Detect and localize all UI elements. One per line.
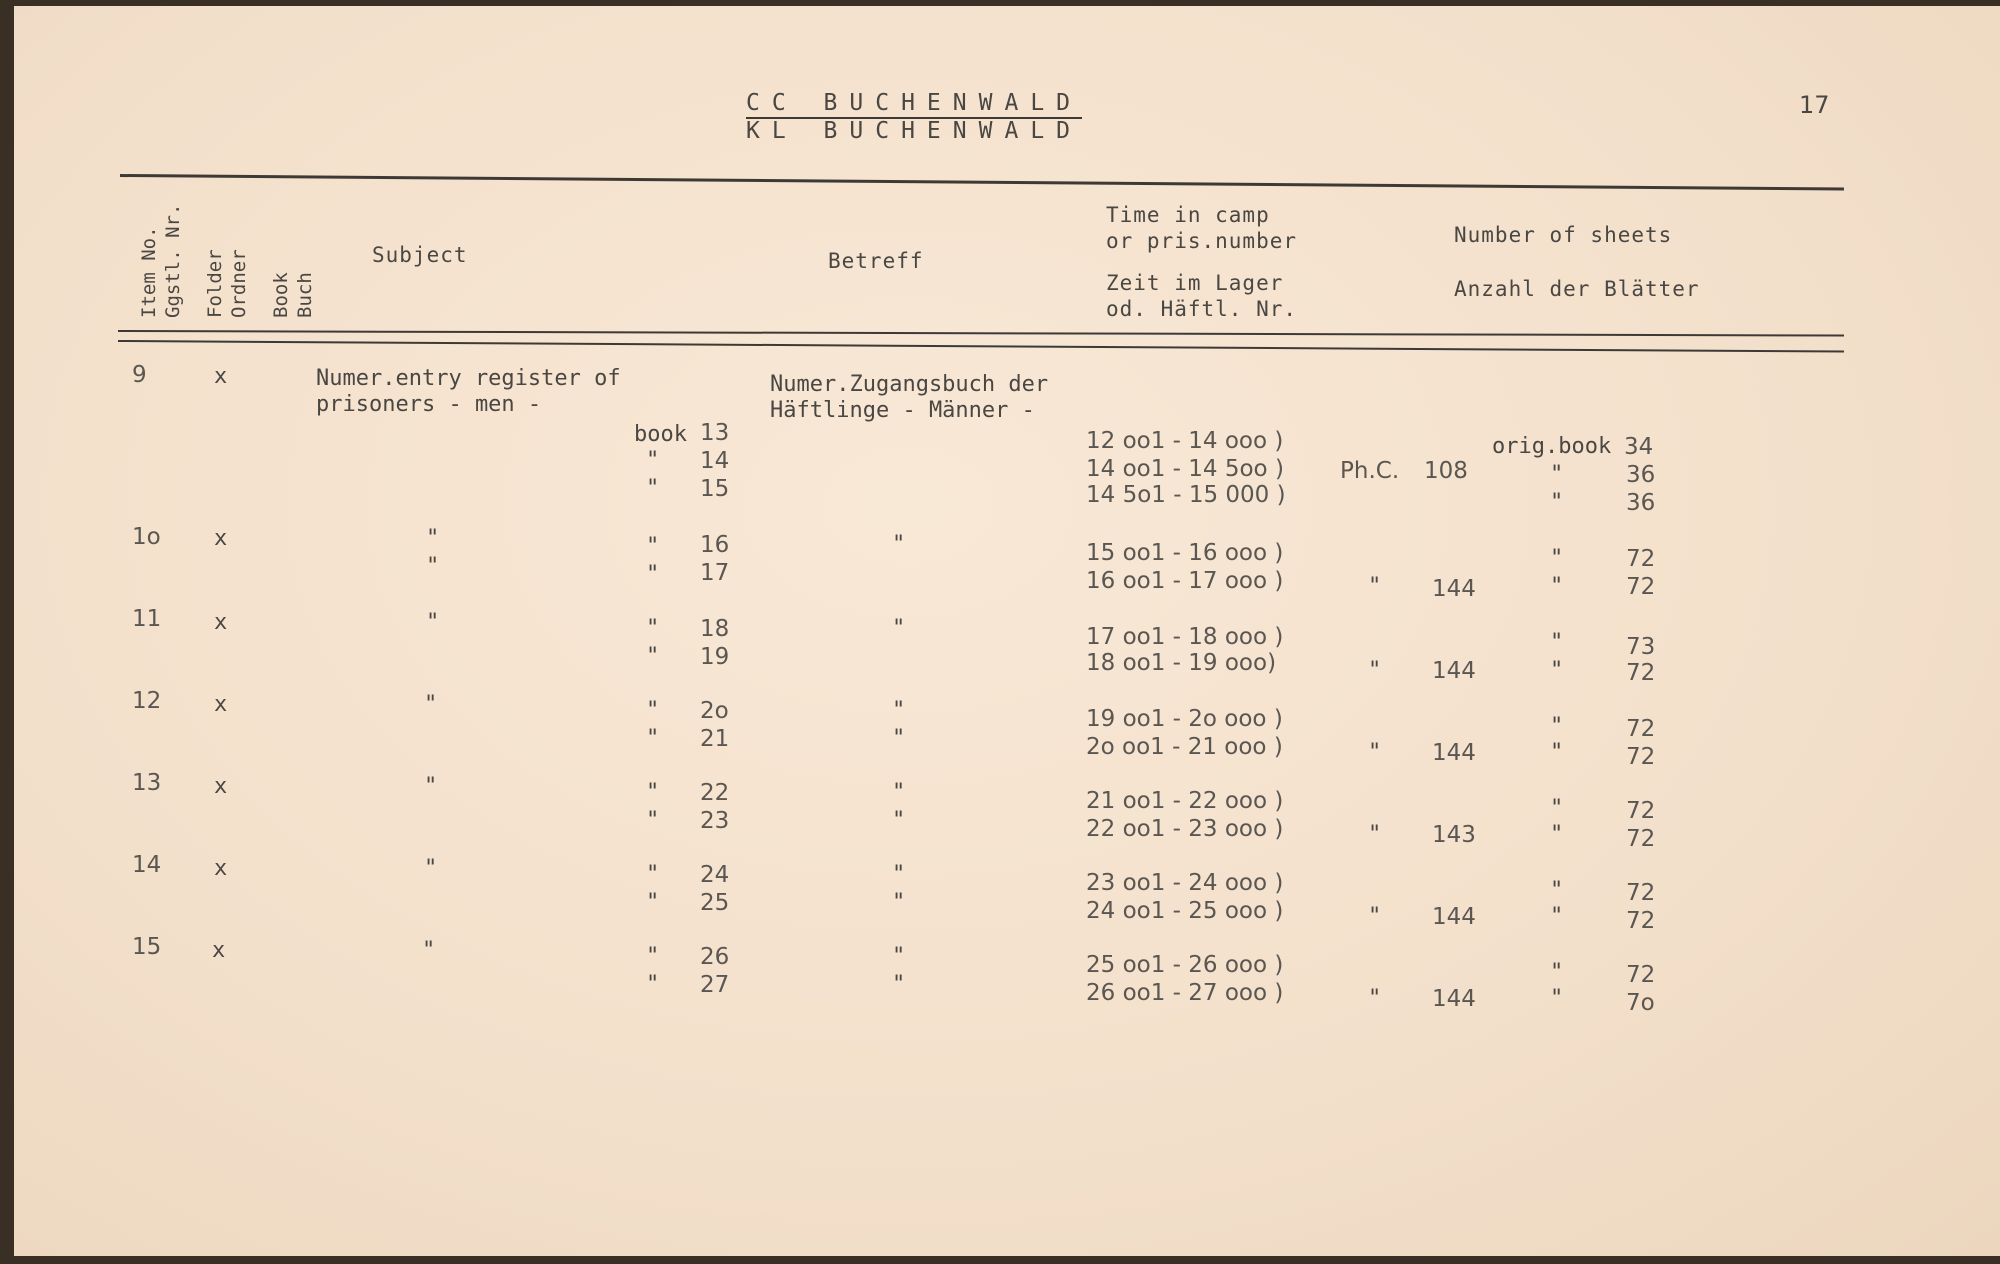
- page-number: 17: [1799, 91, 1830, 119]
- book-ditto: ": [646, 890, 660, 915]
- reference-ditto: ": [1368, 740, 1382, 765]
- document-page: [14, 6, 2000, 1256]
- item-number: 11: [132, 606, 162, 632]
- header-bottom-rule-2: [118, 340, 1844, 353]
- reference-number: 143: [1432, 822, 1476, 848]
- reference-ditto: ": [1368, 904, 1382, 929]
- book-number: 15: [700, 476, 730, 502]
- header-betreff: Betreff: [828, 249, 924, 273]
- sheets-ditto: ": [1550, 574, 1564, 599]
- betreff-ditto: ": [892, 616, 906, 641]
- header-time-de-1: Zeit im Lager: [1106, 271, 1284, 295]
- title-de: KL BUCHENWALD: [746, 118, 1083, 144]
- reference-ditto: ": [1368, 822, 1382, 847]
- reference-number: 108: [1424, 458, 1468, 484]
- betreff-ditto: ": [892, 532, 906, 557]
- header-top-rule: [120, 174, 1844, 191]
- sheets-ditto: ": [1550, 960, 1564, 985]
- betreff-line-2: Häftlinge - Männer -: [770, 398, 1035, 423]
- subject-ditto: ": [426, 610, 440, 635]
- header-time-en-2: or pris.number: [1106, 229, 1298, 253]
- item-number: 13: [132, 770, 162, 796]
- book-ditto: ": [646, 616, 660, 641]
- betreff-ditto: ": [892, 808, 906, 833]
- book-number: 24: [700, 862, 730, 888]
- betreff-ditto: ": [892, 890, 906, 915]
- item-number: 15: [132, 934, 162, 960]
- book-number: 18: [700, 616, 730, 642]
- book-number: 14: [700, 448, 730, 474]
- book-ditto: ": [646, 534, 660, 559]
- book-number: 2o: [700, 698, 729, 724]
- book-number: 22: [700, 780, 730, 806]
- header-bottom-rule: [118, 330, 1844, 337]
- header-time-de-2: od. Häftl. Nr.: [1106, 297, 1298, 321]
- sheets-ditto: ": [1550, 822, 1564, 847]
- reference-number: 144: [1432, 986, 1476, 1012]
- book-ditto: ": [646, 808, 660, 833]
- prisoner-range: 12 oo1 - 14 ooo ): [1086, 428, 1284, 454]
- prisoner-range: 25 oo1 - 26 ooo ): [1086, 952, 1284, 978]
- prisoner-range: 17 oo1 - 18 ooo ): [1086, 624, 1284, 650]
- sheets-label: orig.book: [1492, 434, 1612, 459]
- reference-number: 144: [1432, 658, 1476, 684]
- sheets-count: 73: [1626, 634, 1656, 660]
- reference-label: Ph.C.: [1340, 458, 1400, 484]
- sheets-count: 72: [1626, 798, 1656, 824]
- sheets-count: 7o: [1626, 990, 1655, 1016]
- folder-mark: x: [214, 610, 228, 635]
- header-item-no-de: Ggstl. Nr.: [162, 203, 184, 318]
- book-ditto: ": [646, 448, 660, 473]
- sheets-count: 72: [1626, 908, 1656, 934]
- header-subject: Subject: [372, 243, 468, 267]
- prisoner-range: 19 oo1 - 2o ooo ): [1086, 706, 1283, 732]
- book-number: 27: [700, 972, 730, 998]
- title-en: CC BUCHENWALD: [746, 90, 1082, 119]
- sheets-count: 36: [1626, 462, 1656, 488]
- book-ditto: ": [646, 972, 660, 997]
- book-number: 23: [700, 808, 730, 834]
- sheets-ditto: ": [1550, 462, 1564, 487]
- book-label: book: [634, 422, 687, 447]
- sheets-count: 72: [1626, 880, 1656, 906]
- header-folder: Folder: [204, 249, 226, 318]
- prisoner-range: 2o oo1 - 21 ooo ): [1086, 734, 1283, 760]
- reference-number: 144: [1432, 904, 1476, 930]
- book-number: 25: [700, 890, 730, 916]
- folder-mark: x: [214, 526, 228, 551]
- prisoner-range: 24 oo1 - 25 ooo ): [1086, 898, 1284, 924]
- prisoner-range: 18 oo1 - 19 ooo): [1086, 650, 1277, 676]
- header-folder-de: Ordner: [228, 249, 250, 318]
- sheets-ditto: ": [1550, 714, 1564, 739]
- book-ditto: ": [646, 644, 660, 669]
- book-ditto: ": [646, 726, 660, 751]
- sheets-ditto: ": [1550, 904, 1564, 929]
- prisoner-range: 26 oo1 - 27 ooo ): [1086, 980, 1284, 1006]
- book-number: 17: [700, 560, 730, 586]
- folder-mark: x: [214, 856, 228, 881]
- subject-ditto: ": [426, 526, 440, 551]
- prisoner-range: 14 5o1 - 15 000 ): [1086, 482, 1286, 508]
- book-number: 21: [700, 726, 730, 752]
- header-book-de: Buch: [294, 272, 316, 318]
- sheets-count: 36: [1626, 490, 1656, 516]
- sheets-ditto: ": [1550, 740, 1564, 765]
- reference-ditto: ": [1368, 986, 1382, 1011]
- subject-ditto: ": [424, 774, 438, 799]
- prisoner-range: 16 oo1 - 17 ooo ): [1086, 568, 1284, 594]
- sheets-count: 72: [1626, 660, 1656, 686]
- betreff-ditto: ": [892, 944, 906, 969]
- prisoner-range: 15 oo1 - 16 ooo ): [1086, 540, 1284, 566]
- header-sheets-en: Number of sheets: [1454, 223, 1673, 247]
- book-ditto: ": [646, 944, 660, 969]
- reference-number: 144: [1432, 740, 1476, 766]
- prisoner-range: 14 oo1 - 14 5oo ): [1086, 456, 1284, 482]
- reference-number: 144: [1432, 576, 1476, 602]
- betreff-ditto: ": [892, 726, 906, 751]
- subject-ditto: ": [422, 938, 436, 963]
- book-number: 26: [700, 944, 730, 970]
- sheets-ditto: ": [1550, 986, 1564, 1011]
- sheets-count: 34: [1624, 434, 1654, 460]
- folder-mark: x: [214, 364, 228, 389]
- betreff-line-1: Numer.Zugangsbuch der: [770, 372, 1049, 397]
- sheets-ditto: ": [1550, 878, 1564, 903]
- folder-mark: x: [214, 692, 228, 717]
- book-ditto: ": [646, 698, 660, 723]
- header-book: Book: [270, 272, 292, 318]
- sheets-count: 72: [1626, 716, 1656, 742]
- header-time-en-1: Time in camp: [1106, 203, 1270, 227]
- subject-ditto: ": [426, 554, 440, 579]
- sheets-count: 72: [1626, 826, 1656, 852]
- reference-ditto: ": [1368, 658, 1382, 683]
- folder-mark: x: [214, 774, 228, 799]
- book-number: 19: [700, 644, 730, 670]
- betreff-ditto: ": [892, 862, 906, 887]
- item-number: 14: [132, 852, 162, 878]
- subject-ditto: ": [424, 856, 438, 881]
- prisoner-range: 21 oo1 - 22 ooo ): [1086, 788, 1284, 814]
- book-number: 16: [700, 532, 730, 558]
- sheets-ditto: ": [1550, 490, 1564, 515]
- sheets-ditto: ": [1550, 630, 1564, 655]
- book-ditto: ": [646, 562, 660, 587]
- book-ditto: ": [646, 862, 660, 887]
- folder-mark: x: [212, 938, 226, 963]
- header-item-no: Item No.: [138, 226, 160, 318]
- betreff-ditto: ": [892, 972, 906, 997]
- sheets-ditto: ": [1550, 546, 1564, 571]
- sheets-count: 72: [1626, 744, 1656, 770]
- betreff-ditto: ": [892, 780, 906, 805]
- betreff-ditto: ": [892, 698, 906, 723]
- sheets-count: 72: [1626, 546, 1656, 572]
- subject-line-1: Numer.entry register of: [316, 366, 621, 391]
- prisoner-range: 23 oo1 - 24 ooo ): [1086, 870, 1284, 896]
- item-number: 12: [132, 688, 162, 714]
- item-number: 9: [132, 362, 147, 388]
- prisoner-range: 22 oo1 - 23 ooo ): [1086, 816, 1284, 842]
- book-number: 13: [700, 420, 730, 446]
- sheets-count: 72: [1626, 962, 1656, 988]
- header-sheets-de: Anzahl der Blätter: [1454, 277, 1700, 301]
- subject-line-2: prisoners - men -: [316, 392, 542, 417]
- sheets-ditto: ": [1550, 658, 1564, 683]
- book-ditto: ": [646, 780, 660, 805]
- subject-ditto: ": [424, 692, 438, 717]
- sheets-ditto: ": [1550, 796, 1564, 821]
- item-number: 1o: [132, 524, 161, 550]
- reference-ditto: ": [1368, 574, 1382, 599]
- sheets-count: 72: [1626, 574, 1656, 600]
- book-ditto: ": [646, 476, 660, 501]
